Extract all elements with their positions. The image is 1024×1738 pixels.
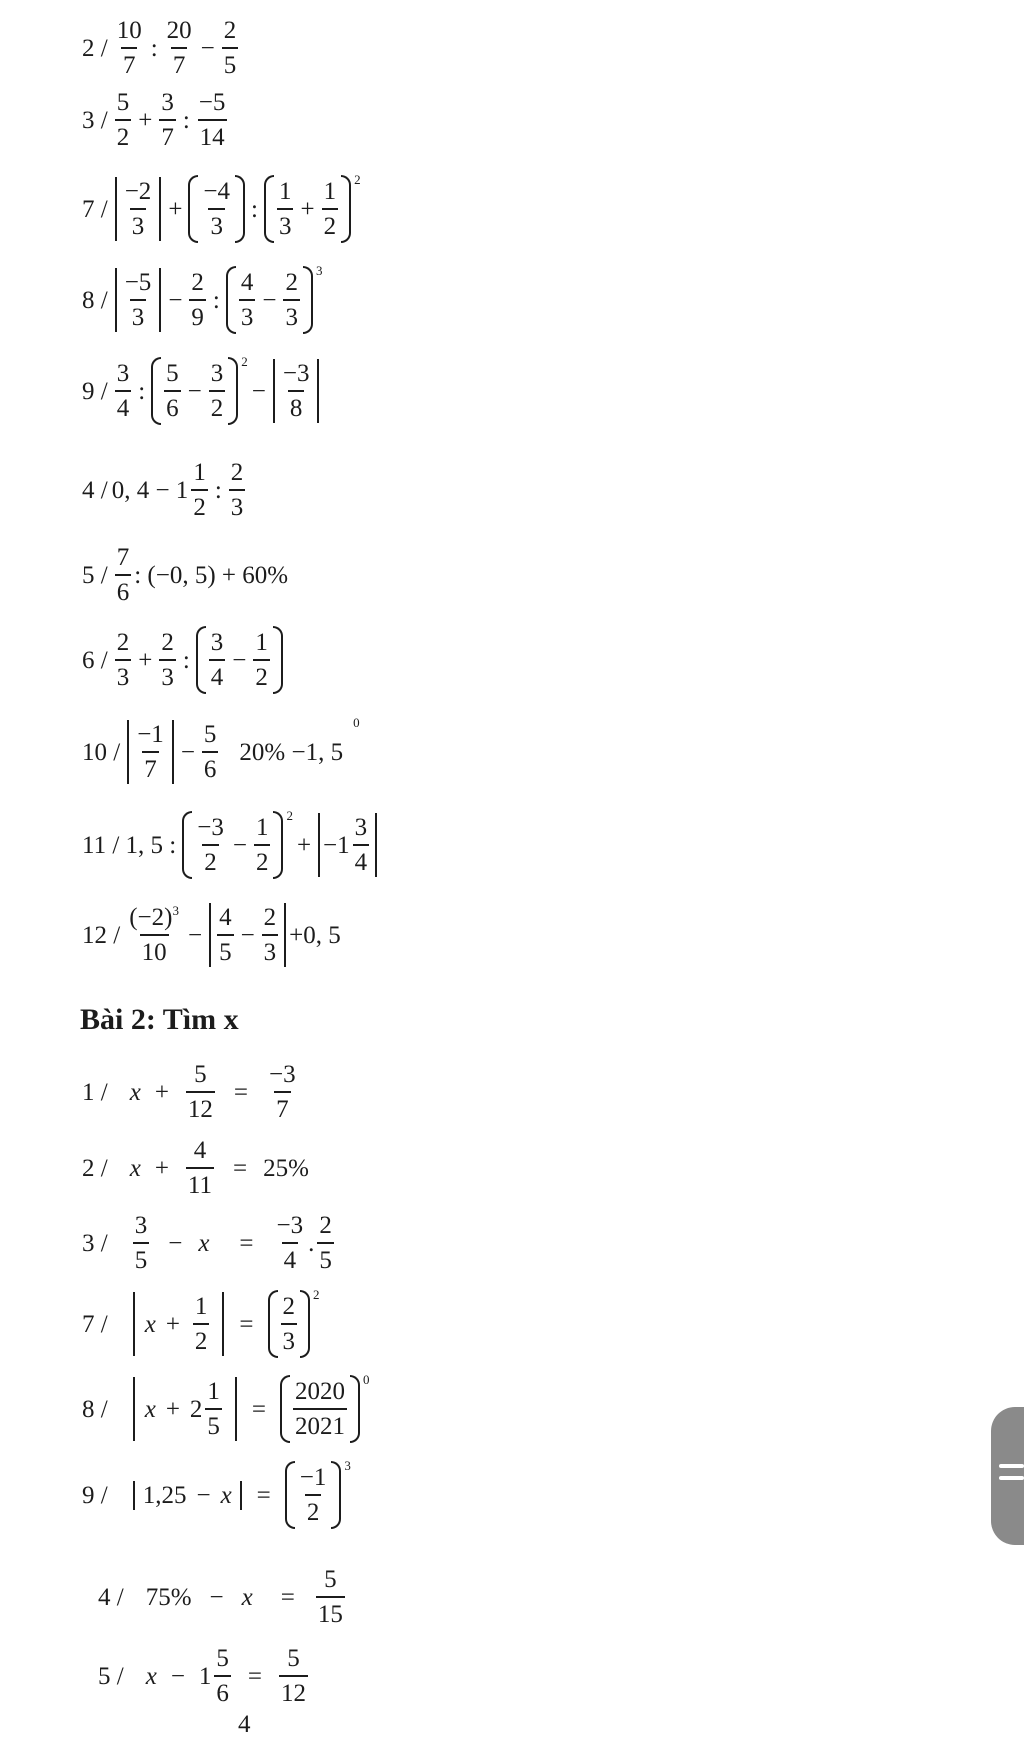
- scroll-handle[interactable]: [991, 1407, 1024, 1545]
- exercise-1-2: 2 / $\frac{10}{7}$ : $\frac{20}{7}$ − $\frac{2}{5}$: [82, 17, 237, 79]
- cut-off-line: 4: [238, 1711, 251, 1738]
- exercise-1-12: 12 / $\frac{(-2)^3}{10}$ − $\frac{4}{5}$ − $\frac{2}{3}$ +0, 5: [82, 903, 341, 966]
- grip-icon: [999, 1476, 1024, 1480]
- exercise-1-3: 3 / $\frac{5}{2}$ + $\frac{3}{7}$ : $\frac{-5}{14}$: [82, 89, 226, 151]
- exercise-1-10: 10 / $\frac{-1}{7}$ − $\frac{5}{6}$ 20% −1, 5 0: [82, 714, 360, 783]
- grip-icon: [999, 1464, 1024, 1468]
- fraction: $\frac{10}{7}$: [116, 17, 142, 79]
- exercise-2-2: 2 / x + $\frac{4}{11}$ = 25%: [82, 1137, 309, 1199]
- exercise-1-5: 5 / $\frac{7}{6}$ : (−0, 5) + 60%: [82, 544, 289, 606]
- fraction: $\frac{2}{5}$: [223, 17, 237, 79]
- exercise-2-5: 5 / x − 1 $\frac{5}{6}$ = $\frac{5}{12}$: [98, 1645, 307, 1707]
- section-heading: Bài 2: Tìm x: [80, 1003, 239, 1036]
- exercise-1-8: 8 / $\frac{-5}{3}$ − $\frac{2}{9}$ : $\frac{4}{3}$ − $\frac{2}{3}$ 3: [82, 262, 323, 331]
- exercise-2-9: 9 / 1,25 − x = $\frac{-1}{2}$ 3: [82, 1457, 351, 1526]
- exercise-1-6: 6 / $\frac{2}{3}$ + $\frac{2}{3}$ : $\frac{3}{4}$ − $\frac{1}{2}$: [82, 630, 285, 690]
- exercise-2-3: 3 / $\frac{3}{5}$ − x = $\frac{-3}{4}$ . $\frac{2}{5}$: [82, 1212, 332, 1274]
- exercise-1-11: 11 / 1, 5 : $\frac{-3}{2}$ − $\frac{1}{2}$ 2 + −1 $\frac{3}{4}$: [82, 813, 380, 877]
- exercise-2-4: 4 / 75% − x = $\frac{5}{15}$: [98, 1566, 343, 1628]
- exercise-1-7: 7 / $\frac{-2}{3}$ + $\frac{-4}{3}$ : $\frac{1}{3}$ + $\frac{1}{2}$ 2: [82, 171, 361, 240]
- exercise-2-8: 8 / x + 2 $\frac{1}{5}$ = $\frac{2020}{2021}$ 0: [82, 1371, 370, 1440]
- exercise-1-4: 4 / 0, 4 − 1 $\frac{1}{2}$ : $\frac{2}{3}$: [82, 459, 244, 521]
- exercise-2-7: 7 / x + $\frac{1}{2}$ = $\frac{2}{3}$ 2: [82, 1286, 320, 1355]
- exercise-2-1: 1 / x + $\frac{5}{12}$ = $\frac{-3}{7}$: [82, 1061, 296, 1123]
- fraction: $\frac{20}{7}$: [166, 17, 192, 79]
- exercise-1-9: 9 / $\frac{3}{4}$ : $\frac{5}{6}$ − $\frac{3}{2}$ 2 − $\frac{-3}{8}$: [82, 359, 322, 423]
